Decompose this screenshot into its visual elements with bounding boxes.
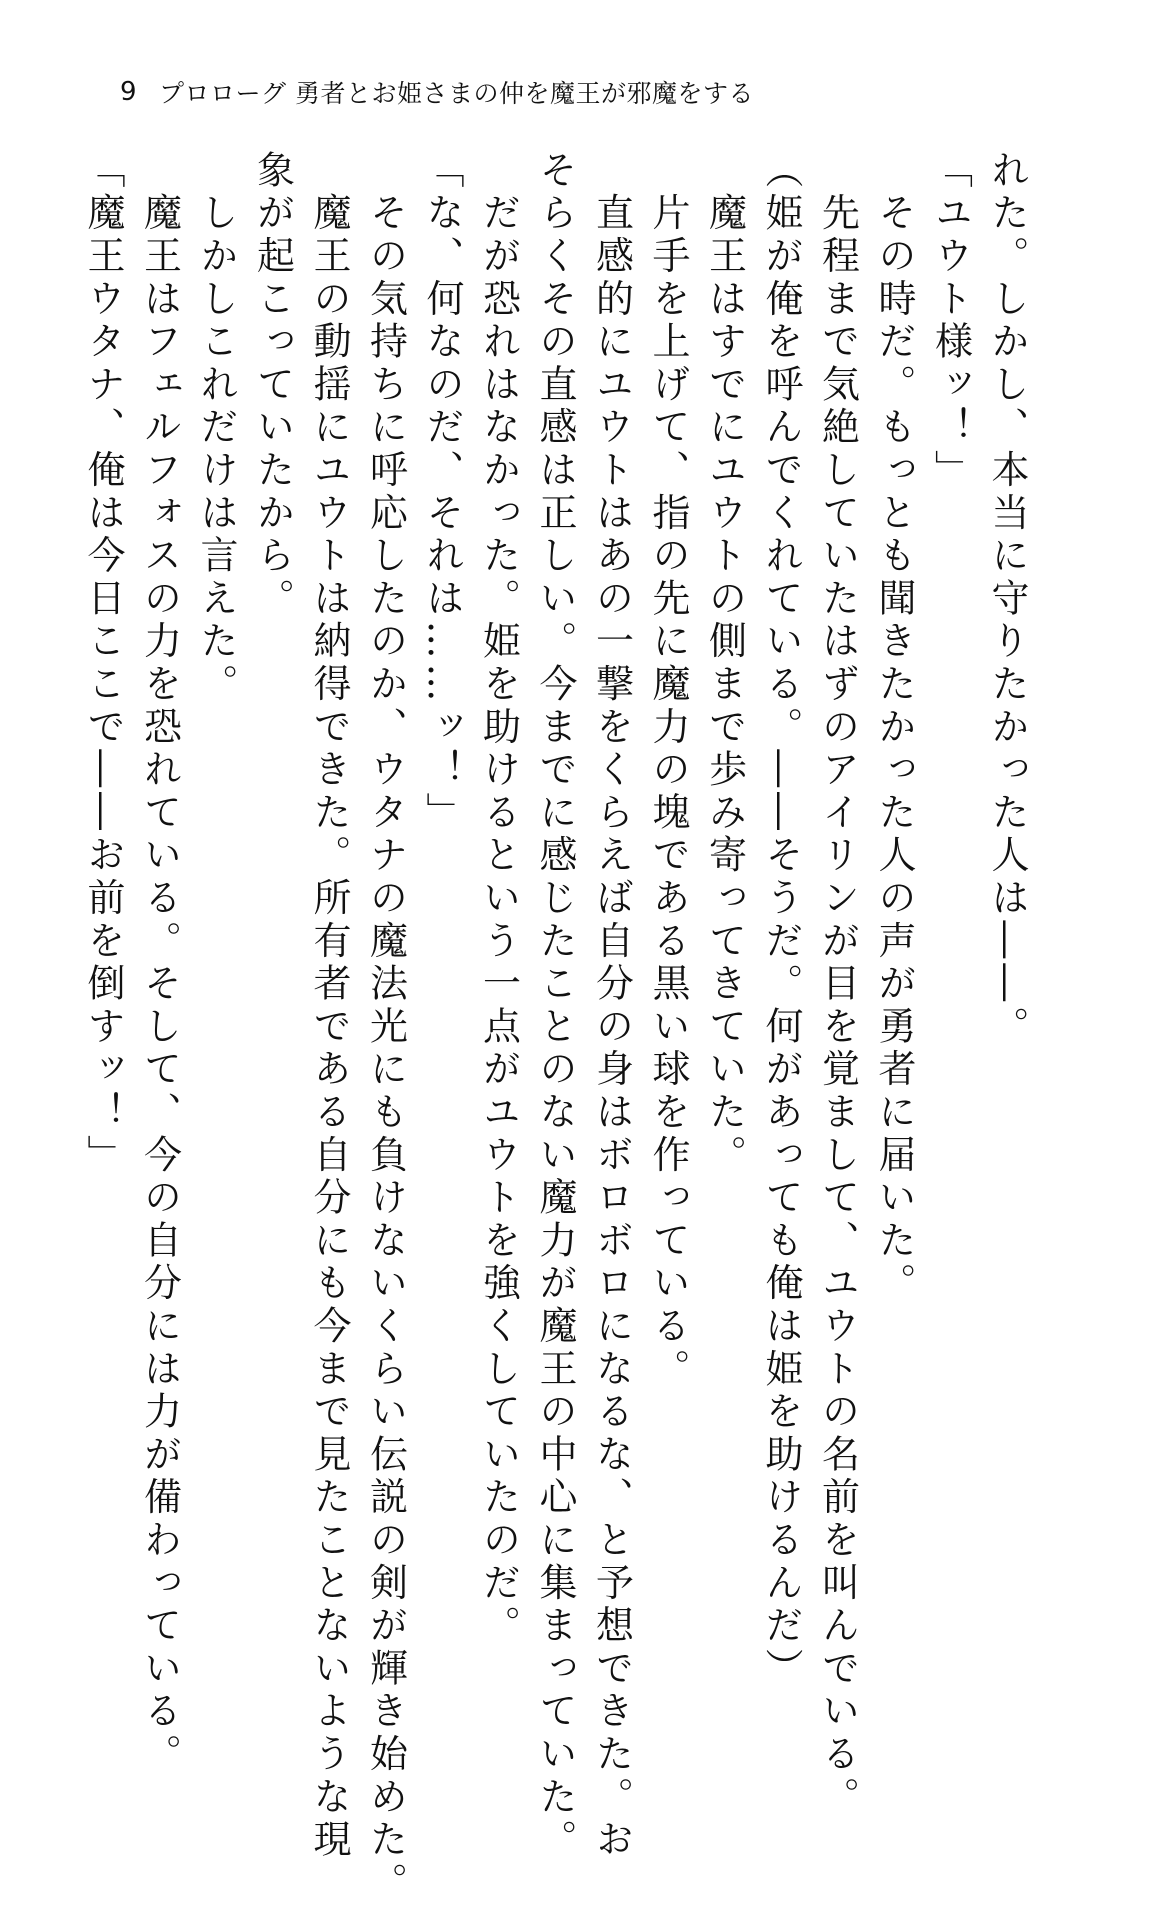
text-line: 「な、何なのだ、それは……ッ！」 xyxy=(420,150,464,835)
text-line: その時だ。もっとも聞きたかった人の声が勇者に届いた。 xyxy=(872,150,916,1306)
text-line: 「魔王ウタナ、俺は今日ここで――お前を倒すッ！」 xyxy=(81,150,125,1178)
running-header xyxy=(120,72,754,112)
text-line: 片手を上げて、指の先に魔力の塊である黒い球を作っている。 xyxy=(646,150,690,1392)
text-line: その気持ちに呼応したのか、ウタナの魔法光にも負けないくらい伝説の剣が輝き始めた。 xyxy=(363,150,408,1905)
text-line: 先程まで気絶していたはずのアイリンが目を覚まして、ユウトの名前を叫んでいる。 xyxy=(815,150,860,1820)
text-line: （姫が俺を呼んでくれている。――そうだ。何があっても俺は姫を助けるんだ） xyxy=(759,150,803,1691)
text-line: しかしこれだけは言えた。 xyxy=(194,150,238,707)
text-line: 象が起こっていたから。 xyxy=(250,150,295,621)
page-number: 9 xyxy=(120,77,138,107)
chapter-title: プロローグ 勇者とお姫さまの仲を魔王が邪魔をする xyxy=(159,79,754,108)
text-line: 「ユウト様ッ！」 xyxy=(928,150,973,493)
vertical-text-body xyxy=(75,150,1036,1905)
text-line: 直感的にユウトはあの一撃をくらえば自分の身はボロボロになるな、と予想できた。お xyxy=(589,150,634,1862)
text-line: れた。しかし、本当に守りたかった人は――。 xyxy=(985,150,1029,1049)
text-line: 魔王はすでにユウトの側まで歩み寄ってきていた。 xyxy=(702,150,747,1178)
text-line: そらくその直感は正しい。今までに感じたことのない魔力が魔王の中心に集まっていた。 xyxy=(533,150,577,1862)
text-line: 魔王はフェルフォスの力を恐れている。そして、今の自分には力が備わっている。 xyxy=(137,150,182,1777)
text-line: 魔王の動揺にユウトは納得できた。所有者である自分にも今まで見たことないような現 xyxy=(307,150,351,1862)
text-line: だが恐れはなかった。姫を助けるという一点がユウトを強くしていたのだ。 xyxy=(476,150,521,1648)
